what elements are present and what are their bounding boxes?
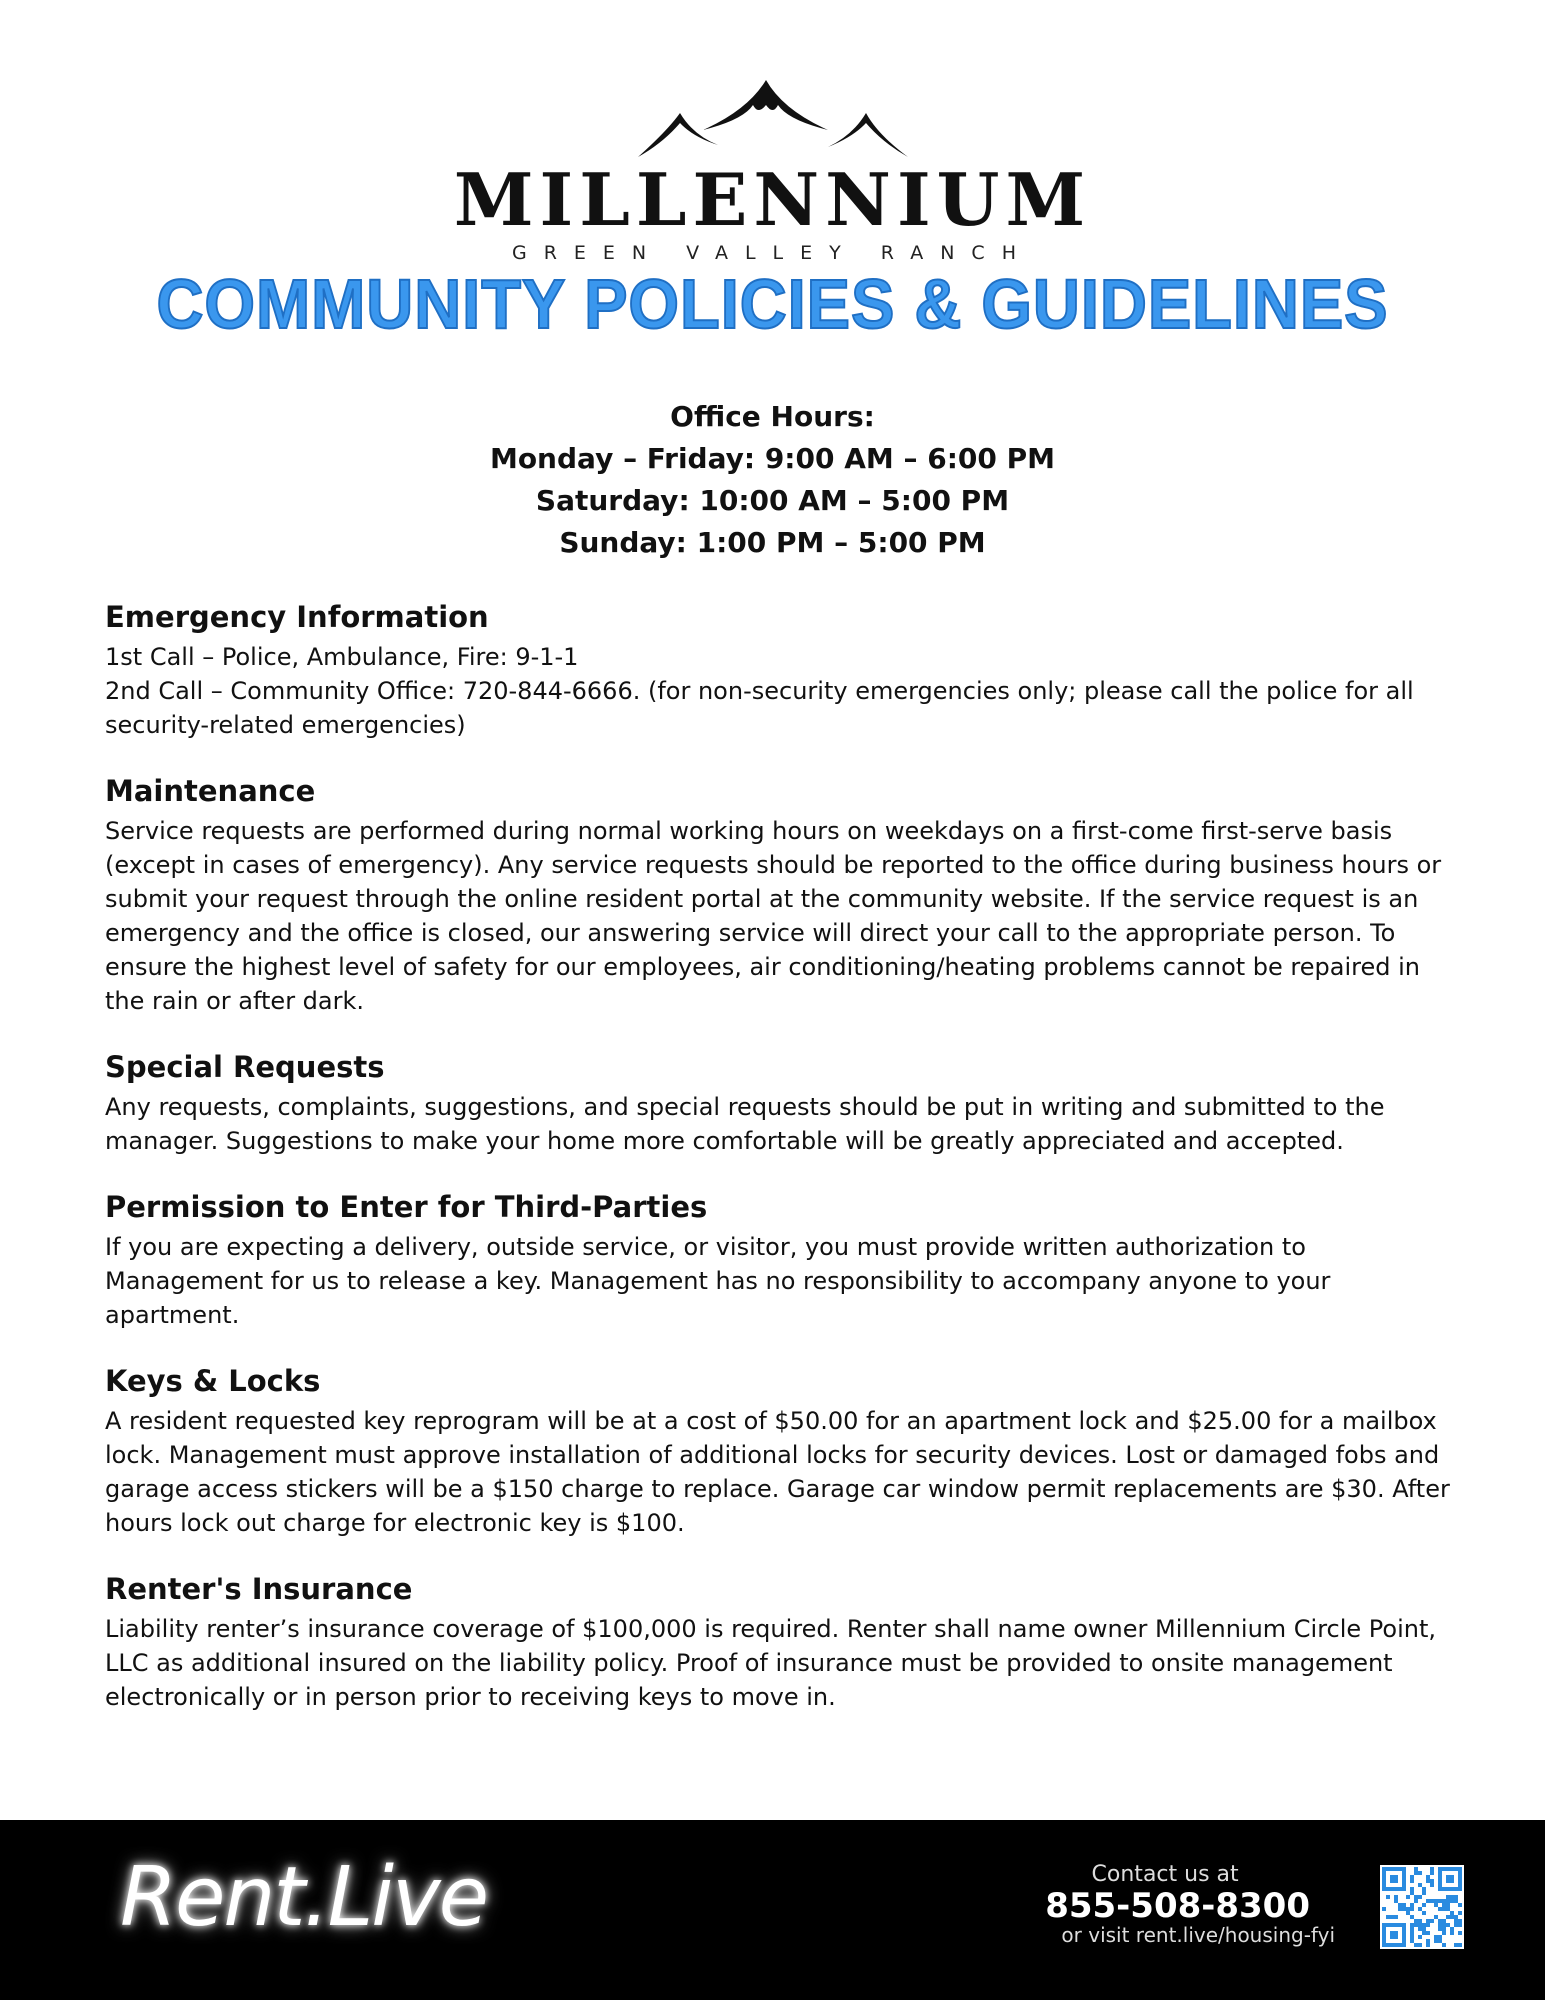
section-body: If you are expecting a delivery, outside service, or visitor, you must provide written authorization to Management for us to release a key. Management has no responsibility to accompany anyone to your apartment. [105,1233,1331,1329]
mountains-icon [638,75,908,160]
section-heading: Permission to Enter for Third-Parties [105,1190,708,1224]
section-body: Service requests are performed during normal working hours on weekdays on a first-come first-serve basis (except in cases of emergency). Any service requests should be reported to the office during business hours or submit your request through the online resident portal at the community website. If the service request is an emergency and the office is closed, our answering service will direct your call to the appropriate person. To ensure the highest level of safety for our employees, air conditioning/heating problems cannot be repaired in the rain or after dark. [105,817,1442,1015]
brand-name: MILLENNIUM [453,157,1092,242]
section-heading: Special Requests [105,1050,385,1084]
section-body: 2nd Call – Community Office: 720-844-6666. (for non-security emergencies only; please call the police for all security-related emergencies) [105,677,1414,739]
section-emergency [105,598,1455,742]
section-heading: Renter's Insurance [105,1572,413,1606]
section-maintenance [105,772,1455,1018]
contact-website[interactable]: or visit rent.live/housing-fyi [1061,1923,1335,1947]
section-body: 1st Call – Police, Ambulance, Fire: 9-1-1 [105,643,579,671]
brand-subtitle: GREEN VALLEY RANCH [512,242,1033,264]
section-keys-locks [105,1362,1455,1540]
office-hours-line: Saturday: 10:00 AM – 5:00 PM [535,484,1010,517]
section-heading: Keys & Locks [105,1364,321,1398]
contact-info [1045,1862,1335,1945]
section-permission-to-enter [105,1188,1455,1332]
office-hours-line: Sunday: 1:00 PM – 5:00 PM [559,526,986,559]
section-heading: Maintenance [105,774,316,808]
section-body: A resident requested key reprogram will be at a cost of $50.00 for an apartment lock and $25.00 for a mailbox lock. Management must approve installation of additional locks for security devices. Lost or damaged fobs and garage access stickers will be a $150 charge to replace. Garage car window permit replacements are $30. After hours lock out charge for electronic key is $100. [105,1407,1450,1537]
section-renters-insurance [105,1570,1455,1714]
office-hours [0,396,1545,564]
office-hours-heading: Office Hours: [670,400,875,433]
section-heading: Emergency Information [105,600,489,634]
office-hours-line: Monday – Friday: 9:00 AM – 6:00 PM [489,442,1056,475]
section-special-requests [105,1048,1455,1158]
section-body: Liability renter’s insurance coverage of $100,000 is required. Renter shall name owner Millennium Circle Point, LLC as additional insured on the liability policy. Proof of insurance must be provided to onsite management electronically or in person prior to receiving keys to move in. [105,1615,1437,1711]
qr-code-graphic [1382,1867,1462,1947]
footer [0,1820,1545,2000]
qr-code-icon[interactable] [1380,1865,1464,1949]
rentlive-logo: Rent.Live [120,1850,488,1945]
logo [0,75,1545,342]
policy-sections [105,598,1455,1744]
contact-phone[interactable]: 855-508-8300 [1045,1886,1310,1926]
section-body: Any requests, complaints, suggestions, and special requests should be put in writing and submitted to the manager. Suggestions to make your home more comfortable will be greatly appreciated and accepted. [105,1093,1385,1155]
page-title: COMMUNITY POLICIES & GUIDELINES [156,265,1389,343]
contact-label: Contact us at [1091,1862,1239,1887]
